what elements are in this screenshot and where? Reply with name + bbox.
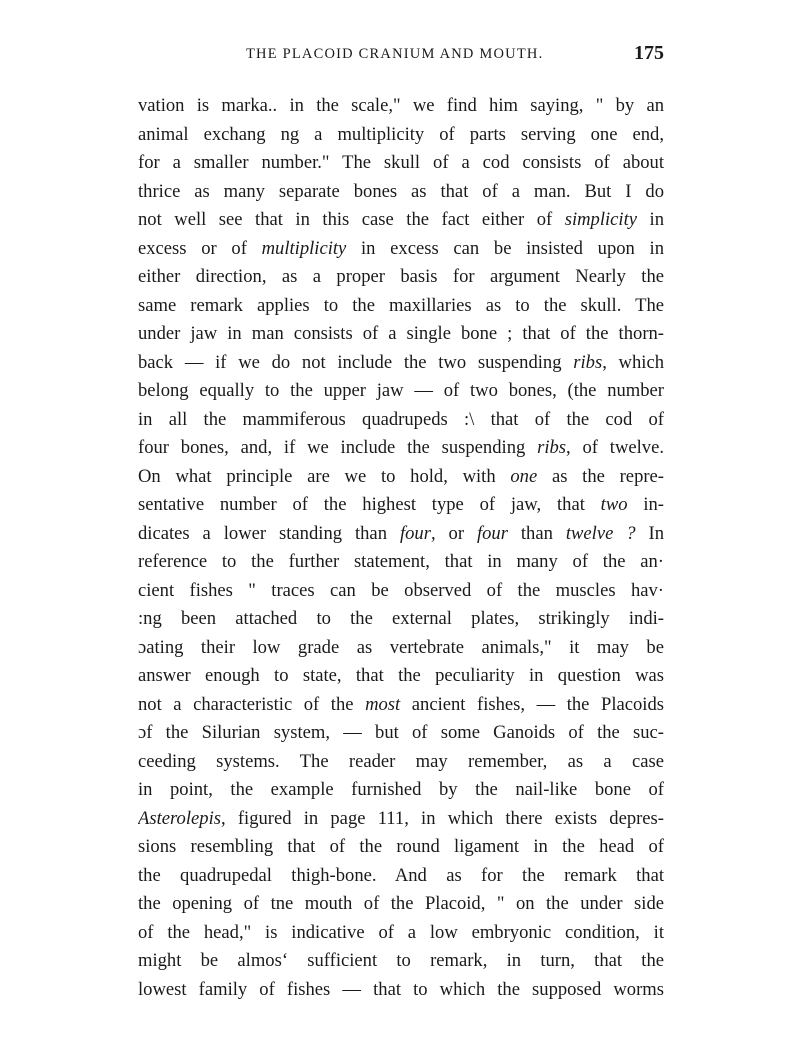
italic-text: twelve ? bbox=[565, 522, 636, 544]
text-segment: animal exchang ng a multiplicity of parts serving one end, bbox=[138, 123, 664, 145]
text-segment: lowest family of fishes — that to which the supposed worms bbox=[138, 978, 664, 1000]
text-segment: vation is marka.. in the scale," we find him saying, " by an bbox=[138, 95, 664, 116]
text-segment: ɔf the Silurian system, — but of some Ganoids of the suc- bbox=[138, 722, 664, 743]
text-segment: , figured in page 111, in which there exists depres- bbox=[220, 807, 664, 829]
text-segment: dicates a lower standing than bbox=[138, 522, 400, 544]
text-segment: ceeding systems. The reader may remember, as a case bbox=[138, 750, 664, 772]
text-segment: in excess can be insisted upon in bbox=[346, 237, 664, 259]
italic-text: ribs bbox=[573, 351, 603, 373]
italic-text: most bbox=[365, 693, 401, 715]
text-segment: On what principle are we to hold, with bbox=[138, 465, 511, 487]
text-segment: ɔating their low grade as vertebrate animals," it may be bbox=[138, 636, 664, 658]
text-segment: , which bbox=[602, 351, 664, 373]
text-line bbox=[138, 149, 664, 178]
text-line bbox=[138, 577, 664, 606]
text-line bbox=[138, 520, 664, 549]
running-head bbox=[138, 42, 664, 72]
text-line bbox=[138, 947, 664, 976]
text-line bbox=[138, 748, 664, 777]
text-line bbox=[138, 178, 664, 207]
text-line bbox=[138, 776, 664, 805]
text-line bbox=[138, 463, 664, 492]
text-line bbox=[138, 919, 664, 948]
text-segment: the quadrupedal thigh-bone. And as for the remark that bbox=[138, 864, 664, 886]
text-segment: in- bbox=[627, 494, 664, 515]
text-segment: belong equally to the upper jaw — of two bones, (the number bbox=[138, 380, 664, 401]
text-line bbox=[138, 349, 664, 378]
italic-text: four bbox=[399, 522, 431, 544]
text-segment: not a characteristic of the bbox=[138, 693, 366, 715]
text-line bbox=[138, 491, 664, 520]
text-line bbox=[138, 406, 664, 435]
text-line bbox=[138, 976, 664, 1005]
running-head-title: THE PLACOID CRANIUM AND MOUTH. bbox=[246, 46, 544, 62]
text-segment: same remark applies to the maxillaries as to the skull. The bbox=[138, 294, 664, 316]
text-segment: of the head," is indicative of a low embryonic condition, it bbox=[138, 921, 664, 943]
italic-text: one bbox=[510, 465, 538, 487]
text-line bbox=[138, 862, 664, 891]
text-line bbox=[138, 691, 664, 720]
text-line bbox=[138, 805, 664, 834]
text-line bbox=[138, 548, 664, 577]
text-segment: :ng been attached to the external plates, strikingly indi- bbox=[138, 608, 664, 629]
body-text bbox=[138, 92, 664, 1004]
text-line bbox=[138, 662, 664, 691]
text-segment: back — if we do not include the two suspending bbox=[138, 351, 574, 373]
text-segment: sions resembling that of the round ligament in the head of bbox=[138, 836, 664, 857]
text-segment: , or bbox=[430, 522, 477, 544]
text-segment: answer enough to state, that the peculiarity in question was bbox=[138, 665, 664, 686]
text-line bbox=[138, 292, 664, 321]
text-segment: either direction, as a proper basis for argument Nearly the bbox=[138, 266, 664, 287]
text-line bbox=[138, 434, 664, 463]
text-line bbox=[138, 92, 664, 121]
text-line bbox=[138, 377, 664, 406]
text-segment: in all the mammiferous quadrupeds :\ that of the cod of bbox=[138, 408, 664, 430]
text-segment: for a smaller number." The skull of a cod consists of about bbox=[138, 152, 664, 173]
text-segment: sentative number of the highest type of jaw, that bbox=[138, 494, 601, 515]
text-line bbox=[138, 605, 664, 634]
text-segment: ancient fishes, — the Placoids bbox=[400, 693, 664, 715]
text-segment: than bbox=[507, 522, 566, 544]
text-segment: four bones, and, if we include the suspending bbox=[138, 437, 538, 458]
text-segment: thrice as many separate bones as that of a man. But I do bbox=[138, 180, 664, 202]
italic-text: four bbox=[476, 522, 508, 544]
italic-text: two bbox=[600, 494, 628, 515]
text-line bbox=[138, 833, 664, 862]
text-segment: in bbox=[637, 209, 664, 230]
italic-text: Asterolepis bbox=[138, 807, 221, 829]
text-line bbox=[138, 206, 664, 235]
text-line bbox=[138, 719, 664, 748]
text-line bbox=[138, 235, 664, 264]
text-line bbox=[138, 121, 664, 150]
text-segment: the opening of tne mouth of the Placoid, " on the under side bbox=[138, 893, 664, 914]
text-line bbox=[138, 634, 664, 663]
text-segment: excess or of bbox=[138, 237, 262, 259]
page-number: 175 bbox=[634, 42, 664, 64]
text-segment: in point, the example furnished by the nail-like bone of bbox=[138, 779, 664, 800]
text-segment: cient fishes " traces can be observed of the muscles hav· bbox=[138, 579, 664, 601]
text-line bbox=[138, 263, 664, 292]
text-line bbox=[138, 320, 664, 349]
italic-text: simplicity bbox=[564, 209, 638, 230]
text-segment: not well see that in this case the fact either of bbox=[138, 209, 565, 230]
text-line bbox=[138, 890, 664, 919]
text-segment: In bbox=[635, 522, 664, 544]
text-segment: might be almos‘ sufficient to remark, in turn, that the bbox=[138, 950, 664, 971]
text-segment: under jaw in man consists of a single bone ; that of the thorn- bbox=[138, 323, 664, 344]
text-segment: reference to the further statement, that in many of the an· bbox=[138, 551, 664, 572]
text-segment: as the repre- bbox=[537, 465, 664, 487]
italic-text: multiplicity bbox=[261, 237, 347, 259]
italic-text: ribs bbox=[537, 437, 567, 458]
text-segment: , of twelve. bbox=[566, 437, 664, 458]
